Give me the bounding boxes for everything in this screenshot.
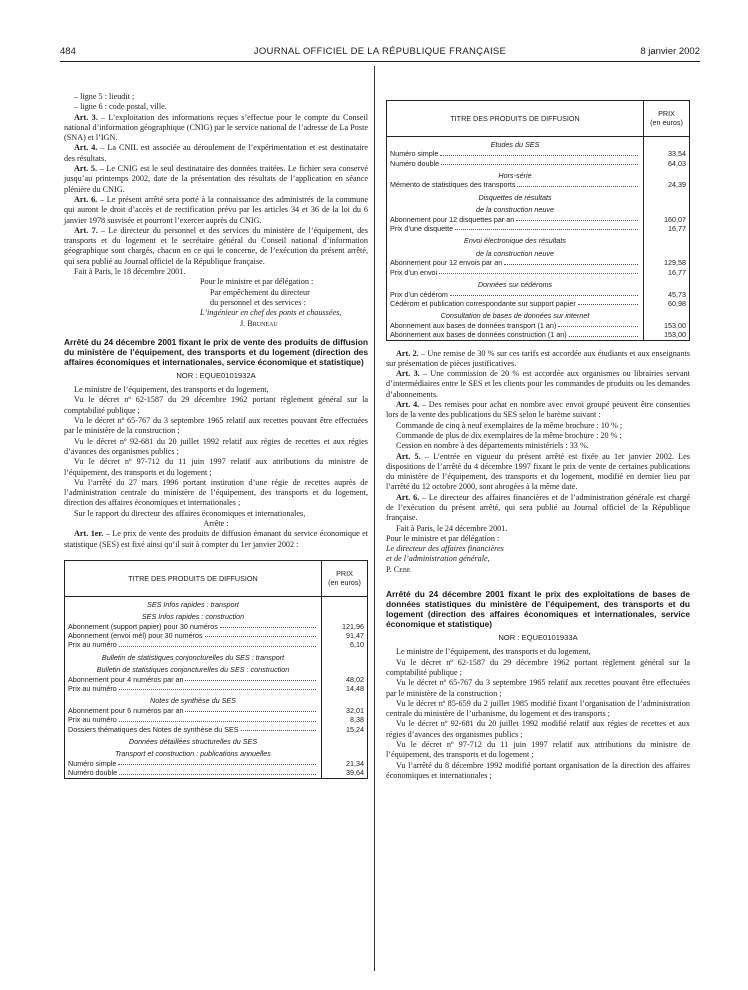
empty-price-cell <box>322 596 368 609</box>
nor-reference: NOR : EQUE0101933A <box>498 633 578 643</box>
price-unit: (en euros) <box>650 118 683 128</box>
article-label: Art. 4. <box>396 400 420 410</box>
visa-paragraph: Vu le décret nº 92-681 du 20 juillet 1992 relatif aux régies de recettes et aux régies d’avances des organismes publics ; <box>64 436 368 456</box>
column-header-price <box>644 101 690 137</box>
price-value: 153,00 <box>644 321 690 330</box>
product-label: Abonnement pour 12 envois par an <box>390 258 503 268</box>
dot-leader <box>205 631 316 637</box>
nor-reference: NOR : EQUE0101932A <box>176 370 256 380</box>
table-row <box>65 715 368 724</box>
price-value: 24,39 <box>644 180 690 189</box>
section-label: Données détaillées structurelles du SES <box>128 736 258 746</box>
section-label: Disquettes de résultats <box>478 192 552 202</box>
table-row <box>65 734 368 746</box>
article-text: – Le directeur des affaires financières et de l’administration générale est chargé de l’exécution du présent arrêté, qui sera publié au Journal officiel de la République française. <box>386 492 691 523</box>
product-cell <box>65 725 322 734</box>
visa-paragraph: Vu le décret nº 62-1587 du 29 décembre 1962 portant règlement général sur la comptabilité publique ; <box>386 657 690 677</box>
table-row <box>387 224 690 233</box>
price-value: 21,34 <box>322 759 368 768</box>
article-label: Art. 4. <box>74 143 98 153</box>
price-label: PRIX <box>336 568 353 578</box>
table-row <box>387 246 690 258</box>
visa-paragraph: Vu l’arrêté du 8 décembre 1992 modifié portant organisation de la direction des affaires économiques et internationales ; <box>386 760 690 780</box>
article-label: Art. 1er. <box>74 529 104 539</box>
product-label: Numéro double <box>68 768 118 778</box>
decree-body <box>64 385 368 519</box>
signature-line: du personnel et des services : <box>210 297 306 307</box>
empty-price-cell <box>322 650 368 662</box>
price-value: 121,96 <box>322 622 368 631</box>
dot-leader <box>450 290 638 296</box>
table-row <box>65 706 368 715</box>
product-cell <box>387 299 644 308</box>
journal-title: JOURNAL OFFICIEL DE LA RÉPUBLIQUE FRANÇAISE <box>253 46 507 57</box>
table-row <box>387 190 690 202</box>
article-label: Art. 6. <box>396 492 420 502</box>
left-column <box>64 92 368 779</box>
product-label: Prix d’une disquette <box>390 224 454 234</box>
dot-leader <box>119 715 316 721</box>
article-text: – Le présent arrêté sera porté à la connaissance des administrés de la commune qui auront le droit d’accès et de rectification prévu par les articles 34 et 36 de la loi du 6 janvier 1978 susvisée et pourront l’exercer auprès du CNIG. <box>64 194 368 225</box>
article-2 <box>386 349 690 370</box>
price-value: 33,54 <box>644 149 690 158</box>
product-label: Prix au numéro <box>68 683 117 693</box>
article-6 <box>386 493 690 524</box>
visa-paragraph: Le ministre de l’équipement, des transports et du logement, <box>74 385 269 395</box>
product-cell <box>65 622 322 631</box>
visa-paragraph: Vu le décret nº 97-712 du 11 juin 1997 relatif aux attributions du ministre de l’équipement, des transports et du logement ; <box>64 457 368 477</box>
visa-paragraph: Vu le décret nº 65-767 du 3 septembre 1965 relatif aux recettes pouvant être effectuées par le ministère de la construction ; <box>64 416 368 436</box>
signature-line: Par empêchement du directeur <box>210 287 310 297</box>
product-cell <box>387 180 644 189</box>
table-row <box>387 215 690 224</box>
page-header <box>60 47 700 61</box>
table-row <box>65 662 368 674</box>
visa-paragraph: Vu le décret nº 97-712 du 11 juin 1997 relatif aux attributions du ministre de l’équipement, des transports et du logement ; <box>386 740 690 760</box>
table-row <box>65 684 368 693</box>
article-3 <box>64 113 368 144</box>
dot-leader <box>439 268 638 274</box>
product-label: Abonnement aux bases de données transport (1 an) <box>390 320 557 330</box>
article-4 <box>386 400 690 421</box>
article-5 <box>386 452 690 493</box>
bareme-item: Cession en nombre à des départements ministériels : 33 %. <box>396 441 589 451</box>
empty-price-cell <box>644 202 690 214</box>
price-value: 39,64 <box>322 768 368 778</box>
section-label: Bulletin de statistiques conjoncturelles du SES : construction <box>96 665 290 675</box>
product-cell <box>387 330 644 340</box>
signature-block <box>64 277 368 328</box>
product-label: Prix d’un envoi <box>390 267 438 277</box>
product-label: Abonnement (envoi mél) pour 30 numéros <box>68 630 203 640</box>
dot-leader <box>455 224 638 230</box>
dot-leader <box>119 684 316 690</box>
dot-leader <box>220 622 316 628</box>
table-row <box>387 202 690 214</box>
decree-title: Arrêté du 24 décembre 2001 fixant le prix de vente des produits de diffusion du ministère de l’équipement, des transports et du logement (direction des affaires économiques et internationales, service économique et statistique) <box>64 336 368 367</box>
product-cell <box>387 159 644 168</box>
product-label: Numéro simple <box>68 758 117 768</box>
price-value: 32,01 <box>322 706 368 715</box>
list-item: – ligne 6 : code postal, ville. <box>74 102 167 112</box>
table-row <box>65 725 368 734</box>
section-label: Etudes du SES <box>490 139 540 149</box>
product-label: Numéro simple <box>390 149 439 159</box>
dot-leader <box>241 725 316 731</box>
product-cell <box>387 149 644 158</box>
article-label: Art. 5. <box>396 451 421 461</box>
dot-leader <box>185 675 316 681</box>
table-row <box>387 149 690 158</box>
table-row <box>387 168 690 180</box>
price-value: 64,03 <box>644 159 690 168</box>
empty-price-cell <box>644 168 690 180</box>
article-6 <box>64 195 368 226</box>
dot-leader <box>119 640 316 646</box>
empty-price-cell <box>322 693 368 705</box>
table-row <box>387 299 690 308</box>
product-cell <box>65 631 322 640</box>
product-label: Mémento de statistiques des transports <box>390 180 516 190</box>
table-row <box>65 596 368 609</box>
section-label: Envoi électronique des résultats <box>464 236 566 246</box>
product-label: Abonnement pour 12 disquettes par an <box>390 214 515 224</box>
price-unit: (en euros) <box>328 578 361 588</box>
bareme-item: Commande de plus de dix exemplaires de la même brochure : 20 % ; <box>396 430 622 440</box>
table-row <box>65 622 368 631</box>
visa-paragraph: Vu le décret nº 62-1587 du 29 décembre 1962 portant règlement général sur la comptabilité publique ; <box>64 395 368 415</box>
dot-leader <box>440 149 638 155</box>
price-value: 60,98 <box>644 299 690 308</box>
bareme-item: Commande de cinq à neuf exemplaires de la même brochure : 10 % ; <box>396 420 623 430</box>
product-cell <box>65 768 322 778</box>
article-text: – Le prix de vente des produits de diffusion émanant du service économique et statistique (SES) est fixé ainsi qu’il suit à compter du 1er janvier 2002 : <box>64 529 368 549</box>
table-row <box>387 321 690 330</box>
issue-date: 8 janvier 2002 <box>640 46 700 57</box>
section-label: Données sur cédéroms <box>477 280 553 290</box>
dot-leader <box>516 215 638 221</box>
article-text: – Des remises pour achat en nombre avec envoi groupé peuvent être consenties lors de la vente des publications du SES selon le barème suivant : <box>386 400 690 420</box>
empty-price-cell <box>644 190 690 202</box>
product-label: Dossiers thématiques des Notes de synthèse du SES <box>68 724 239 734</box>
product-cell <box>387 224 644 233</box>
product-label: Abonnement pour 6 numéros par an <box>68 705 184 715</box>
section-label: Notes de synthèse du SES <box>150 696 236 706</box>
price-value: 153,00 <box>644 330 690 340</box>
decree-body <box>386 647 690 781</box>
decree-title: Arrêté du 24 décembre 2001 fixant le prix des exploitations de bases de données statistiques du ministère de l’équipement, des transports et du logement (direction des affaires économiques et internationales, service économique et statistique) <box>386 589 690 630</box>
product-cell <box>65 675 322 684</box>
price-value: 48,02 <box>322 675 368 684</box>
article-text: – L’entrée en vigueur du présent arrêté est fixée au 1er janvier 2002. Les dispositions de l’arrêté du 4 décembre 1997 fixant le prix de vente de certaines publications du ministère de l’équipement, des transports et du logement, modifié en dernier lieu par l’arrêté du 12 octobre 2000, sont abrogées à la même date. <box>386 451 690 492</box>
product-label: Numéro double <box>390 158 440 168</box>
column-header-title: TITRE DES PRODUITS DE DIFFUSION <box>387 101 644 137</box>
table-row <box>65 631 368 640</box>
signature-line: Le directeur des affaires financières <box>386 544 504 554</box>
signature-line: L’ingénieur en chef des ponts et chaussées, <box>200 308 342 318</box>
product-cell <box>387 321 644 330</box>
price-value: 45,73 <box>644 290 690 299</box>
product-cell <box>65 715 322 724</box>
table-row <box>387 277 690 289</box>
table-row <box>65 759 368 768</box>
price-value: 16,77 <box>644 224 690 233</box>
table-row <box>65 693 368 705</box>
page-number: 484 <box>60 46 76 57</box>
section-label: SES Infos rapides : transport <box>147 599 239 609</box>
column-header-price <box>322 560 368 596</box>
right-column <box>386 100 690 781</box>
product-label: Prix d’un cédérom <box>390 289 448 299</box>
visa-paragraph: Vu le décret nº 85-659 du 2 juillet 1985 modifié fixant l’organisation de l’administration centrale du ministère de l’urbanisme, du logement et des transports ; <box>386 698 690 719</box>
section-label: Hors-série <box>498 171 532 181</box>
article-4 <box>64 143 368 164</box>
dot-leader <box>504 258 638 264</box>
list-item: – ligne 5 : lieudit ; <box>74 92 135 101</box>
article-label: Art. 3. <box>74 112 98 122</box>
table-row <box>65 640 368 649</box>
table-row <box>387 159 690 168</box>
article-label: Art. 3. <box>396 369 420 379</box>
column-header-title: TITRE DES PRODUITS DE DIFFUSION <box>65 560 322 596</box>
empty-price-cell <box>644 308 690 320</box>
table-row <box>387 308 690 320</box>
article-text: – La CNIL est associée au déroulement de l’expérimentation et est destinataire des résultats. <box>64 143 369 163</box>
arrete-heading: Arrête : <box>203 518 229 528</box>
empty-price-cell <box>322 746 368 758</box>
product-label: Abonnement aux bases de données construction (1 an) <box>390 330 567 340</box>
dot-leader <box>578 299 638 305</box>
article-text: – Le CNIG est le seul destinataire des données traitées. Le fichier sera conservé jusqu’au printemps 2002, date de la présentation des résultats de l’application en séance plénière du CNIG. <box>64 164 368 194</box>
article-7 <box>64 226 368 267</box>
product-label: Abonnement (support papier) pour 30 numéros <box>68 621 218 631</box>
header-rule <box>60 61 700 62</box>
signature-line: et de l’administration générale, <box>386 554 490 564</box>
product-cell <box>387 268 644 277</box>
signature-line: Pour le ministre et par délégation : <box>200 277 314 287</box>
empty-price-cell <box>644 246 690 258</box>
article-label: Art. 7. <box>74 225 98 235</box>
price-value: 160,07 <box>644 215 690 224</box>
dot-leader <box>118 759 316 765</box>
article-text: – L’exploitation des informations reçues s’effectue pour le compte du Conseil national d’information géographique (CNIG) par le service national de l’adresse de La Poste (SNA) et l’IGN. <box>64 112 369 143</box>
dot-leader <box>558 321 638 327</box>
product-cell <box>65 640 322 649</box>
empty-price-cell <box>644 233 690 245</box>
table-row <box>65 768 368 778</box>
table-row <box>387 233 690 245</box>
column-divider <box>374 66 375 971</box>
product-cell <box>65 706 322 715</box>
product-label: Cédérom et publication correspondante sur support papier <box>390 298 576 308</box>
empty-price-cell <box>644 136 690 149</box>
product-label: Abonnement pour 4 numéros par an <box>68 674 184 684</box>
price-label: PRIX <box>658 109 675 118</box>
empty-price-cell <box>644 277 690 289</box>
price-value: 8,38 <box>322 715 368 724</box>
article-1 <box>64 529 368 550</box>
section-label: de la construction neuve <box>476 248 554 258</box>
product-cell <box>65 759 322 768</box>
dot-leader <box>569 330 638 336</box>
article-5 <box>64 164 368 195</box>
article-text: – Le directeur du personnel et des services du ministère de l’équipement, des transports et du logement et le secrétaire général du Conseil national d’information géographique sont chargés, chacun en ce qui le concerne, de l’exécution du présent arrêté, qui sera publié au Journal officiel de la République française. <box>64 225 368 266</box>
signatory-name: J. Bruneau <box>240 318 278 328</box>
price-table <box>64 560 368 779</box>
table-row <box>387 136 690 149</box>
visa-paragraph: Le ministre de l’équipement, des transports et du logement, <box>396 647 591 657</box>
empty-price-cell <box>322 662 368 674</box>
price-value: 14,48 <box>322 684 368 693</box>
price-value: 129,58 <box>644 258 690 267</box>
place-date: Fait à Paris, le 18 décembre 2001. <box>74 267 186 277</box>
product-cell <box>387 258 644 267</box>
section-label: SES Infos rapides : construction <box>141 612 245 622</box>
section-label: Bulletin de statistiques conjoncturelles du SES : transport <box>101 652 285 662</box>
visa-paragraph: Vu l’arrêté du 27 mars 1996 portant institution d’une régie de recettes auprès de l’administration centrale du ministère de l’équipement, des transports et du logement, direction des affaires économiques et internationales ; <box>64 477 368 508</box>
section-label: Transport et construction : publications annuelles <box>115 749 271 759</box>
place-date: Fait à Paris, le 24 décembre 2001. <box>396 523 508 533</box>
price-value: 91,47 <box>322 631 368 640</box>
empty-price-cell <box>322 734 368 746</box>
empty-price-cell <box>322 609 368 621</box>
article-label: Art. 6. <box>74 194 98 204</box>
table-row <box>65 746 368 758</box>
table-row <box>65 675 368 684</box>
price-table <box>386 100 690 341</box>
article-text: – Une commission de 20 % est accordée aux organismes ou librairies servant d’intermédiaires entre le SES et les clients pour les commandes de produits ou les demandes d’abonnements. <box>386 369 691 399</box>
dot-leader <box>441 159 638 165</box>
price-value: 6,10 <box>322 640 368 649</box>
product-cell <box>387 215 644 224</box>
article-text: – Une remise de 30 % sur ces tarifs est accordée aux étudiants et aux enseignants sur présentation de pièces justificatives. <box>386 348 690 368</box>
product-label: Prix au numéro <box>68 640 117 650</box>
signature-block <box>386 534 690 575</box>
table-row <box>387 268 690 277</box>
section-label: de la construction neuve <box>476 205 554 215</box>
article-label: Art. 2. <box>396 348 419 358</box>
signature-line: Pour le ministre et par délégation : <box>386 533 500 543</box>
table-row <box>65 609 368 621</box>
visa-paragraph: Vu le décret nº 92-681 du 20 juillet 1992 modifié relatif aux régies de recettes et aux régies d’avances des organismes publics ; <box>386 719 690 739</box>
article-label: Art. 5. <box>74 164 98 174</box>
signatory-name: P. Cebe <box>386 564 411 574</box>
table-row <box>387 290 690 299</box>
product-label: Prix au numéro <box>68 715 117 725</box>
price-value: 15,24 <box>322 725 368 734</box>
product-cell <box>387 290 644 299</box>
table-row <box>387 330 690 340</box>
table-row <box>65 650 368 662</box>
product-cell <box>65 684 322 693</box>
visa-paragraph: Sur le rapport du directeur des affaires économiques et internationales, <box>74 508 306 518</box>
dot-leader <box>185 706 316 712</box>
dot-leader <box>119 768 316 774</box>
table-row <box>387 258 690 267</box>
dot-leader <box>517 180 638 186</box>
table-row <box>387 180 690 189</box>
article-3 <box>386 369 690 400</box>
section-label: Consultation de bases de données sur internet <box>440 311 590 321</box>
visa-paragraph: Vu le décret nº 65-767 du 3 septembre 1965 relatif aux recettes pouvant être effectuées par le ministère de la construction ; <box>386 678 690 698</box>
price-value: 16,77 <box>644 268 690 277</box>
